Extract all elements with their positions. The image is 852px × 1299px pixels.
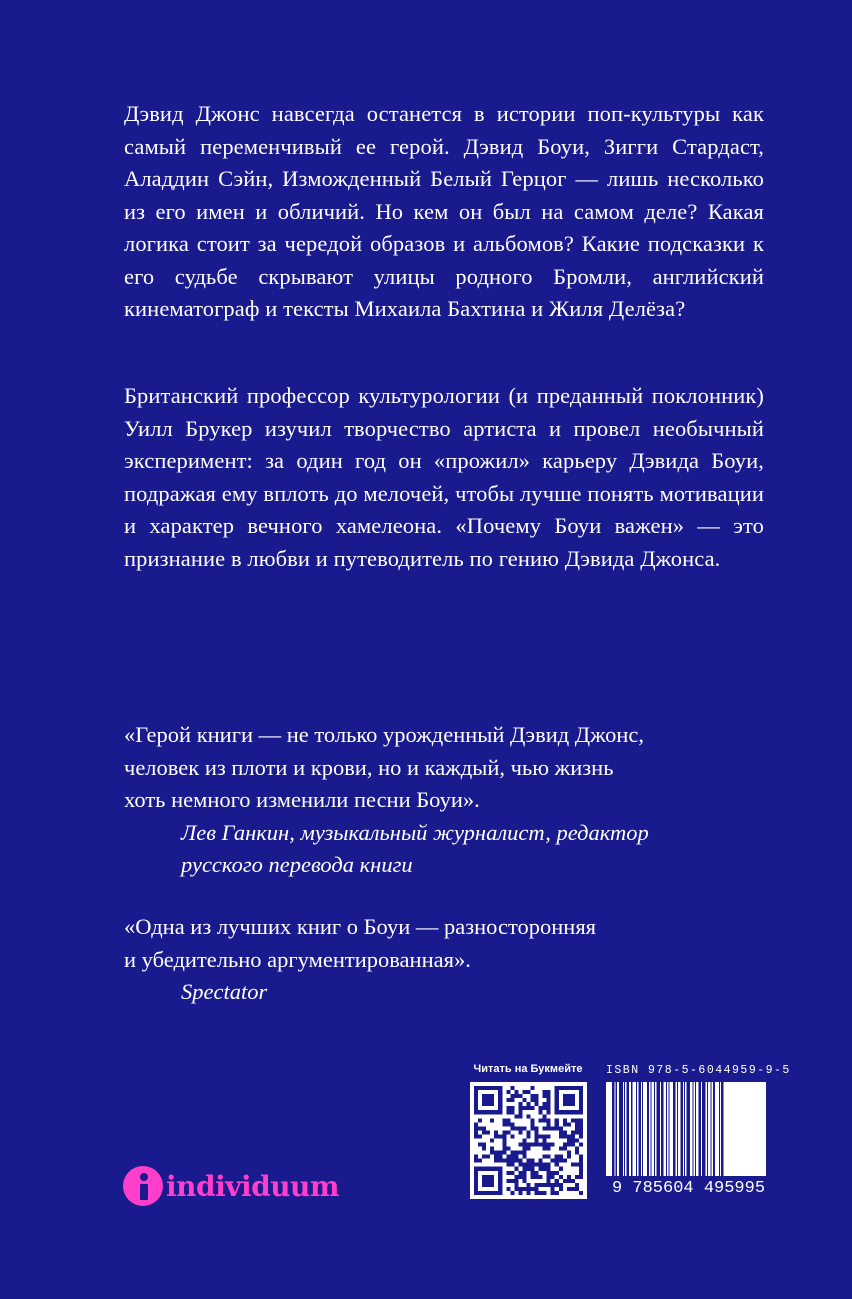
individuum-logo-icon xyxy=(123,1166,163,1206)
description-paragraph-1: Дэвид Джонс навсегда останется в истории поп-культуры как самый переменчивый ее герой. Дэвид Боуи, Зигги Стардаст, Аладдин Сэйн, Изможденный Белый Герцог — лишь несколько из его имен и обличий. Но кем он был на самом деле? Какая логика стоит за чередой образов и альбомов? Какие подсказки к его судьбе скрывают улицы родного Бромли, английский кинематограф и тексты Михаила Бахтина и Жиля Делёза? xyxy=(124,101,764,321)
quote-attribution: Spectator xyxy=(181,979,268,1004)
isbn-label: ISBN 978-5-6044959-9-5 xyxy=(606,1064,791,1077)
blurb-quote-1 xyxy=(124,719,764,882)
quote-line: и убедительно аргументированная». xyxy=(124,946,471,972)
quote-line: человек из плоти и крови, но и каждый, чью жизнь xyxy=(124,754,614,780)
publisher-logo xyxy=(123,1164,339,1208)
quote-line: «Одна из лучших книг о Боуи — разносторонняя xyxy=(124,914,597,939)
quote-line: «Герой книги — не только урожденный Дэвид Джонс, xyxy=(124,722,645,747)
quote-attribution: Лев Ганкин, музыкальный журналист, редактор xyxy=(181,819,649,845)
qr-caption: Читать на Букмейте xyxy=(473,1063,583,1075)
quote-line: хоть немного изменили песни Боуи». xyxy=(124,787,480,812)
barcode-digits: 9 785604 495995 xyxy=(606,1176,766,1202)
description-paragraph-2: Британский профессор культурологии (и преданный поклонник) Уилл Брукер изучил творчество артиста и провел необычный эксперимент: за один год он «прожил» карьеру Дэвида Боуи, подражая ему вплоть до мелочей, чтобы лучше понять мотивации и характер вечного хамелеона. «Почему Боуи важен» — это признание в любви и путеводитель по гению Дэвида Джонса. xyxy=(124,383,764,571)
quote-attribution: русского перевода книги xyxy=(181,852,413,877)
qr-code-icon[interactable] xyxy=(470,1082,587,1199)
publisher-name: individuum xyxy=(166,1169,340,1203)
blurb-quote-2 xyxy=(124,911,764,1009)
